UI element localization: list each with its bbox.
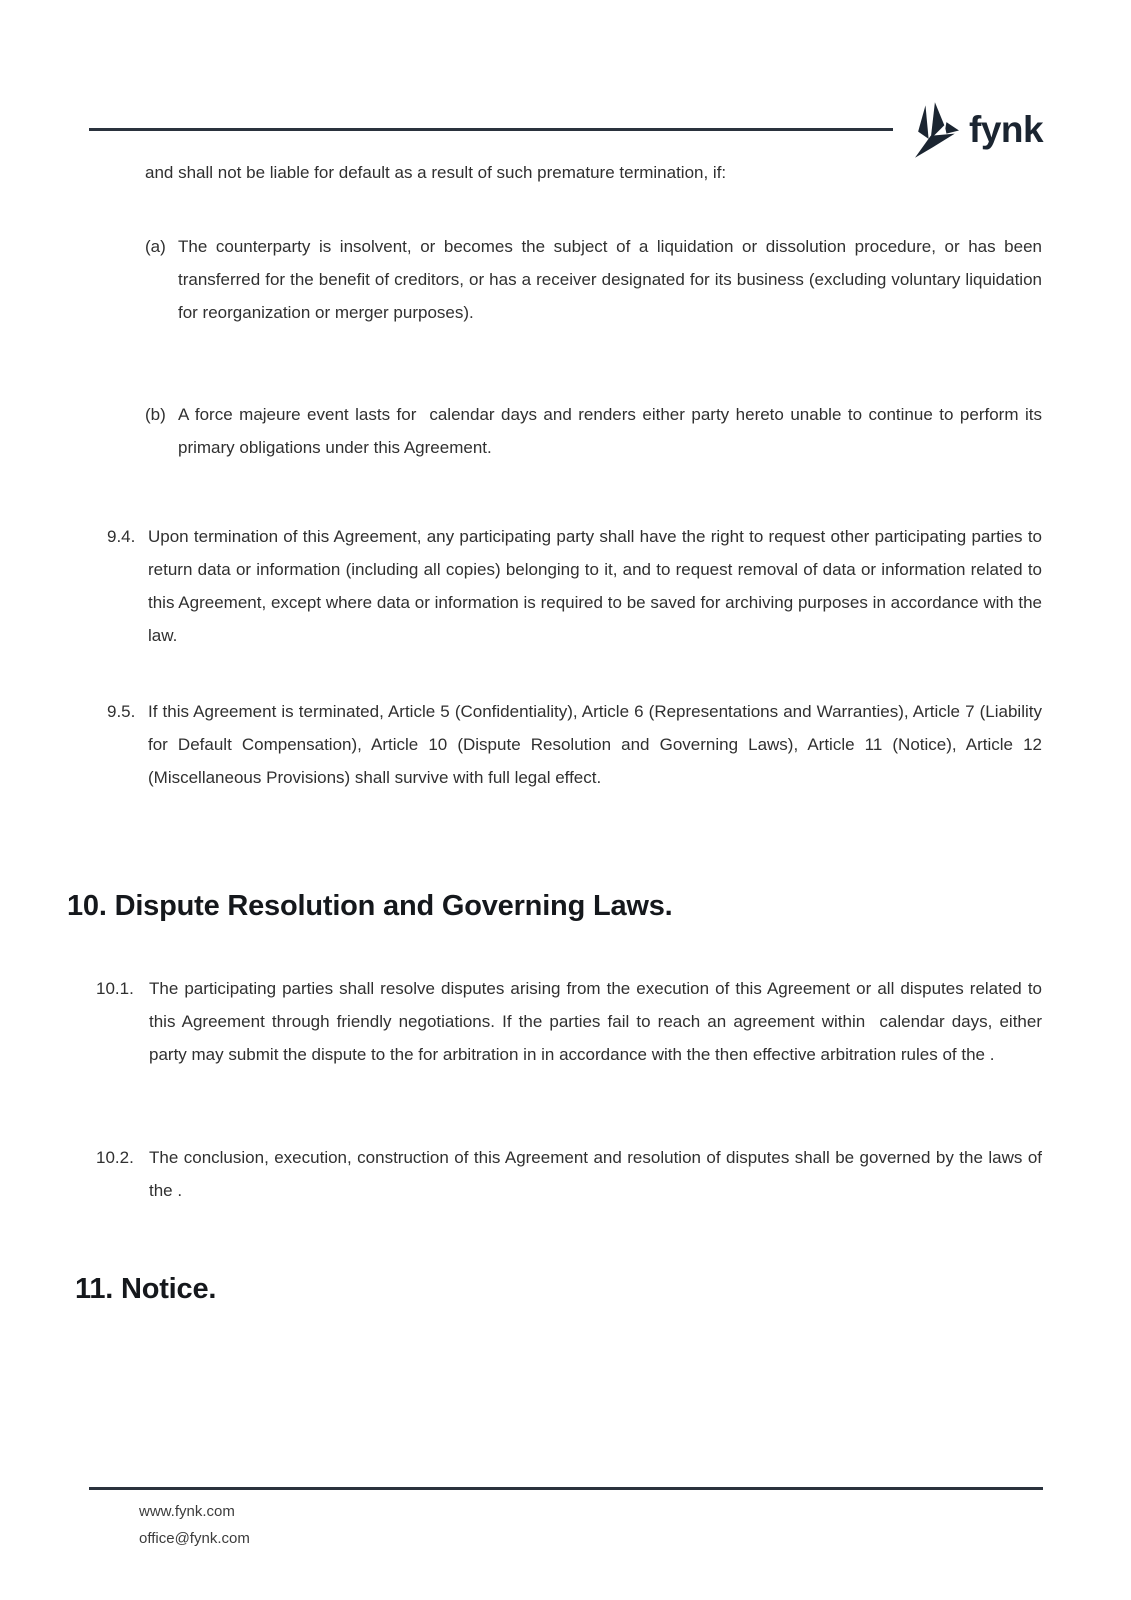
intro-paragraph (145, 156, 1042, 189)
list-item-a-label: (a) (145, 237, 166, 256)
clause-9-5-number: 9.5. (107, 702, 136, 721)
list-item-b-label: (b) (145, 405, 166, 424)
footer-website-link[interactable]: www.fynk.com (139, 1503, 235, 1520)
list-item-b (145, 398, 1042, 464)
footer (139, 1498, 250, 1552)
footer-email-link[interactable]: office@fynk.com (139, 1530, 250, 1547)
clause-9-5-text: If this Agreement is terminated, Article 5 (Confidentiality), Article 6 (Representations and Warranties), Article 7 (Liability for Default Compensation), Article 10 (Dispute Resolution and Governing Laws), Article 11 (Notice), Article 12 (Miscellaneous Provisions) shall survive with full legal effect. (148, 702, 1042, 787)
clause-9-4-number: 9.4. (107, 527, 136, 546)
section-10-heading: 10. Dispute Resolution and Governing Laws. (67, 890, 673, 922)
footer-rule (89, 1487, 1043, 1490)
clause-10-1-number: 10.1. (96, 979, 134, 998)
list-item-a-text: The counterparty is insolvent, or becomes the subject of a liquidation or dissolution procedure, or has been transferred for the benefit of creditors, or has a receiver designated for its business (excluding voluntary liquidation for reorganization or merger purposes). (178, 237, 1042, 322)
fynk-logo (915, 102, 1043, 163)
clause-9-4 (107, 520, 1042, 652)
clause-10-2-number: 10.2. (96, 1148, 134, 1167)
clause-10-2-text: The conclusion, execution, construction of this Agreement and resolution of disputes shall be governed by the laws of the . (149, 1148, 1042, 1200)
header-rule (89, 128, 893, 131)
clause-10-1 (96, 972, 1042, 1071)
fynk-wordmark: fynk (969, 109, 1044, 150)
clause-9-4-text: Upon termination of this Agreement, any participating party shall have the right to request other participating parties to return data or information (including all copies) belonging to it, and to request removal of data or information related to this Agreement, except where data or information is required to be saved for archiving purposes in accordance with the law. (148, 527, 1042, 645)
list-item-b-text: A force majeure event lasts for calendar days and renders either party hereto unable to continue to perform its primary obligations under this Agreement. (178, 405, 1042, 457)
clause-10-2 (96, 1141, 1042, 1207)
clause-10-1-text: The participating parties shall resolve disputes arising from the execution of this Agreement or all disputes related to this Agreement through friendly negotiations. If the parties fail to reach an agreement within calendar days, either party may submit the dispute to the for arbitration in in accordance with the then effective arbitration rules of the . (149, 979, 1042, 1064)
origami-bird-icon (915, 102, 959, 163)
intro-text: and shall not be liable for default as a result of such premature termination, if: (145, 163, 727, 182)
list-item-a (145, 230, 1042, 329)
clause-9-5 (107, 695, 1042, 794)
section-11-heading: 11. Notice. (75, 1273, 217, 1305)
